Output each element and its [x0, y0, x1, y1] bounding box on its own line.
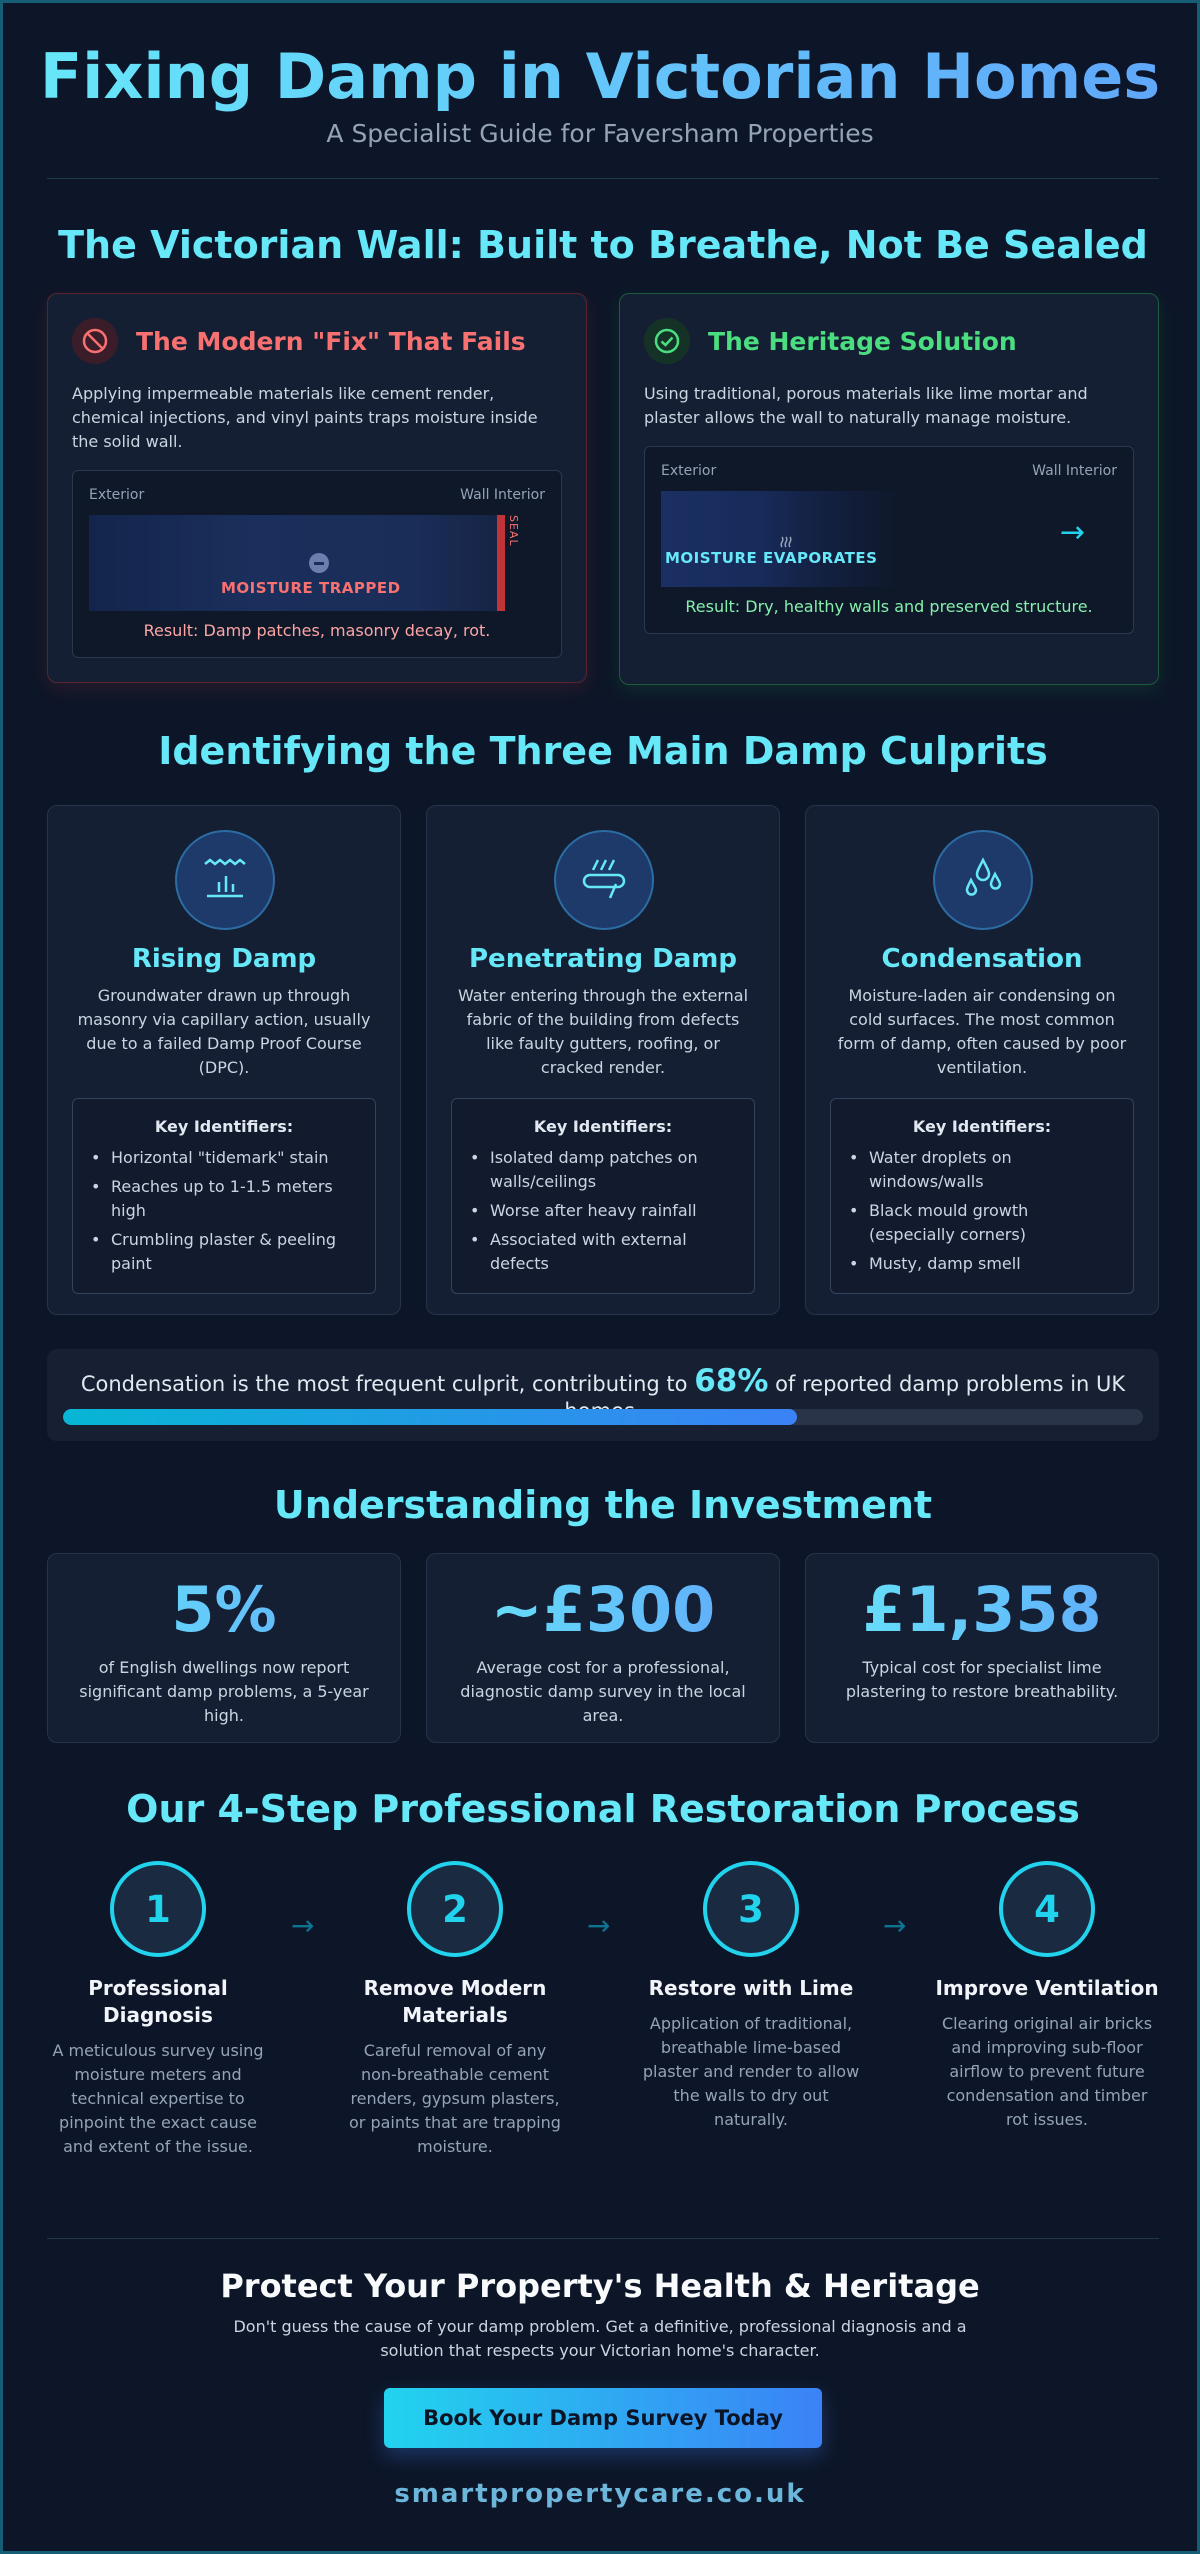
- page-header: [3, 3, 1197, 148]
- key-identifiers-label: Key Identifiers:: [154, 1117, 294, 1136]
- investment-card-damp-rate: [47, 1553, 401, 1743]
- list-item: • Black mould growth (especially corners): [847, 1199, 1117, 1247]
- culprit-card-condensation: [805, 805, 1159, 1315]
- arrow-right-icon: →: [587, 1909, 611, 1942]
- identifier-list: [847, 1146, 1117, 1276]
- process-step-3: [636, 1861, 866, 2132]
- list-item: • Musty, damp smell: [847, 1252, 1117, 1276]
- modern-fix-result: Result: Damp patches, masonry decay, rot.: [143, 621, 491, 640]
- heritage-description: Using traditional, porous materials like lime mortar and plaster allows the wall to naturally manage moisture.: [644, 384, 1088, 427]
- investment-section-title: Understanding the Investment: [273, 1483, 933, 1527]
- step-title: Professional Diagnosis: [88, 1976, 228, 2027]
- stat-progress-fill: [63, 1409, 797, 1425]
- investment-text: Typical cost for specialist lime plastering to restore breathability.: [845, 1658, 1119, 1701]
- step-description: A meticulous survey using moisture meters and technical expertise to pinpoint the exact cause and extent of the issue.: [52, 2041, 264, 2156]
- culprits-section-title: Identifying the Three Main Damp Culprits: [158, 729, 1048, 773]
- step-title: Improve Ventilation: [935, 1976, 1159, 2000]
- step-number: 3: [703, 1861, 799, 1957]
- key-identifiers-box: [72, 1098, 376, 1294]
- process-section-title: Our 4-Step Professional Restoration Process: [126, 1787, 1080, 1831]
- no-entry-icon: [72, 318, 118, 364]
- step-description: Application of traditional, breathable lime-based plaster and render to allow the walls to dry out naturally.: [642, 2014, 860, 2129]
- list-item: • Crumbling plaster & peeling paint: [89, 1228, 359, 1276]
- website-link[interactable]: smartpropertycare.co.uk: [394, 2479, 806, 2509]
- modern-fix-title: The Modern "Fix" That Fails: [136, 326, 526, 356]
- check-circle-icon: [644, 318, 690, 364]
- footer-divider: [47, 2238, 1159, 2239]
- page-title: Fixing Damp in Victorian Homes: [3, 39, 1197, 115]
- breathing-wall-diagram: [644, 446, 1134, 634]
- culprit-description: Moisture-laden air condensing on cold surfaces. The most common form of damp, often caused by poor ventilation.: [837, 986, 1127, 1077]
- process-step-2: [340, 1861, 570, 2159]
- investment-value: 5%: [48, 1572, 400, 1648]
- step-number: 2: [407, 1861, 503, 1957]
- key-identifiers-box: [451, 1098, 755, 1294]
- investment-card-survey-cost: [426, 1553, 780, 1743]
- identifier-list: [468, 1146, 738, 1276]
- trapped-droplet-icon: [309, 553, 329, 573]
- heritage-card: [619, 293, 1159, 685]
- culprit-description: Water entering through the external fabric of the building from defects like faulty gutters, roofing, or cracked render.: [457, 986, 749, 1077]
- seal-bar: [497, 515, 505, 611]
- step-description: Careful removal of any non-breathable cement renders, gypsum plasters, or paints that are trapping moisture.: [349, 2041, 561, 2156]
- list-item: • Worse after heavy rainfall: [468, 1199, 738, 1223]
- key-identifiers-box: [830, 1098, 1134, 1294]
- step-number: 1: [110, 1861, 206, 1957]
- investment-text: Average cost for a professional, diagnostic damp survey in the local area.: [460, 1658, 746, 1725]
- culprit-card-penetrating-damp: [426, 805, 780, 1315]
- stat-value: 68%: [694, 1363, 769, 1399]
- step-number: 4: [999, 1861, 1095, 1957]
- modern-fix-header: [72, 318, 526, 364]
- condensation-stat-banner: [47, 1349, 1159, 1441]
- interior-label: Wall Interior: [1032, 463, 1117, 479]
- investment-card-plastering-cost: [805, 1553, 1159, 1743]
- list-item: • Isolated damp patches on walls/ceilings: [468, 1146, 738, 1194]
- investment-value: ~£300: [427, 1572, 779, 1648]
- heritage-header: [644, 318, 1017, 364]
- step-title: Restore with Lime: [648, 1976, 854, 2000]
- stat-text-after: of reported damp problems in UK: [775, 1372, 1126, 1396]
- moisture-evaporates-label: MOISTURE EVAPORATES: [665, 549, 878, 567]
- list-item: • Horizontal "tidemark" stain: [89, 1146, 359, 1170]
- wall-section-title: The Victorian Wall: Built to Breathe, Not Be Sealed: [58, 223, 1148, 267]
- key-identifiers-label: Key Identifiers:: [533, 1117, 673, 1136]
- seal-label: SEAL: [507, 515, 520, 547]
- list-item: • Reaches up to 1-1.5 meters high: [89, 1175, 359, 1223]
- arrow-right-icon: →: [1059, 515, 1085, 550]
- heritage-title: The Heritage Solution: [708, 326, 1017, 356]
- droplets-icon: [933, 830, 1033, 930]
- arrow-right-icon: →: [883, 1909, 907, 1942]
- heritage-result: Result: Dry, healthy walls and preserved structure.: [685, 597, 1093, 616]
- exterior-label: Exterior: [89, 487, 145, 503]
- moisture-trapped-label: MOISTURE TRAPPED: [221, 579, 401, 597]
- culprit-description: Groundwater drawn up through masonry via capillary action, usually due to a failed Damp Proof Course (DPC).: [77, 986, 371, 1077]
- step-title: Remove Modern Materials: [363, 1976, 547, 2027]
- investment-text: of English dwellings now report significant damp problems, a 5-year high.: [79, 1658, 369, 1725]
- identifier-list: [89, 1146, 359, 1276]
- page-subtitle: A Specialist Guide for Faversham Properties: [326, 119, 874, 148]
- cta-description: Don't guess the cause of your damp problem. Get a definitive, professional diagnosis and a solution that respects your Victorian home's character.: [233, 2317, 967, 2360]
- stat-progress-track: [63, 1409, 1143, 1425]
- stat-text-before: Condensation is the most frequent culprit, contributing to: [80, 1372, 688, 1396]
- arrow-right-icon: →: [291, 1909, 315, 1942]
- step-description: Clearing original air bricks and improving sub-floor airflow to prevent future condensation and timber rot issues.: [941, 2014, 1153, 2129]
- process-step-4: [932, 1861, 1162, 2132]
- book-survey-button[interactable]: Book Your Damp Survey Today: [384, 2388, 822, 2448]
- modern-fix-description: Applying impermeable materials like cement render, chemical injections, and vinyl paints traps moisture inside the solid wall.: [72, 384, 538, 451]
- culprit-title: Rising Damp: [131, 944, 317, 974]
- interior-label: Wall Interior: [460, 487, 545, 503]
- trapped-wall-diagram: [72, 470, 562, 658]
- culprit-title: Condensation: [881, 944, 1083, 974]
- list-item: • Associated with external defects: [468, 1228, 738, 1276]
- modern-fix-card: [47, 293, 587, 683]
- list-item: • Water droplets on windows/walls: [847, 1146, 1117, 1194]
- investment-value: £1,358: [806, 1572, 1158, 1648]
- exterior-label: Exterior: [661, 463, 717, 479]
- key-identifiers-label: Key Identifiers:: [912, 1117, 1052, 1136]
- header-divider: [47, 178, 1159, 179]
- rising-damp-icon: [175, 830, 275, 930]
- cta-title: Protect Your Property's Health & Heritage: [220, 2267, 980, 2305]
- process-step-1: [43, 1861, 273, 2159]
- culprit-card-rising-damp: [47, 805, 401, 1315]
- rain-pipe-icon: [554, 830, 654, 930]
- culprit-title: Penetrating Damp: [469, 944, 737, 974]
